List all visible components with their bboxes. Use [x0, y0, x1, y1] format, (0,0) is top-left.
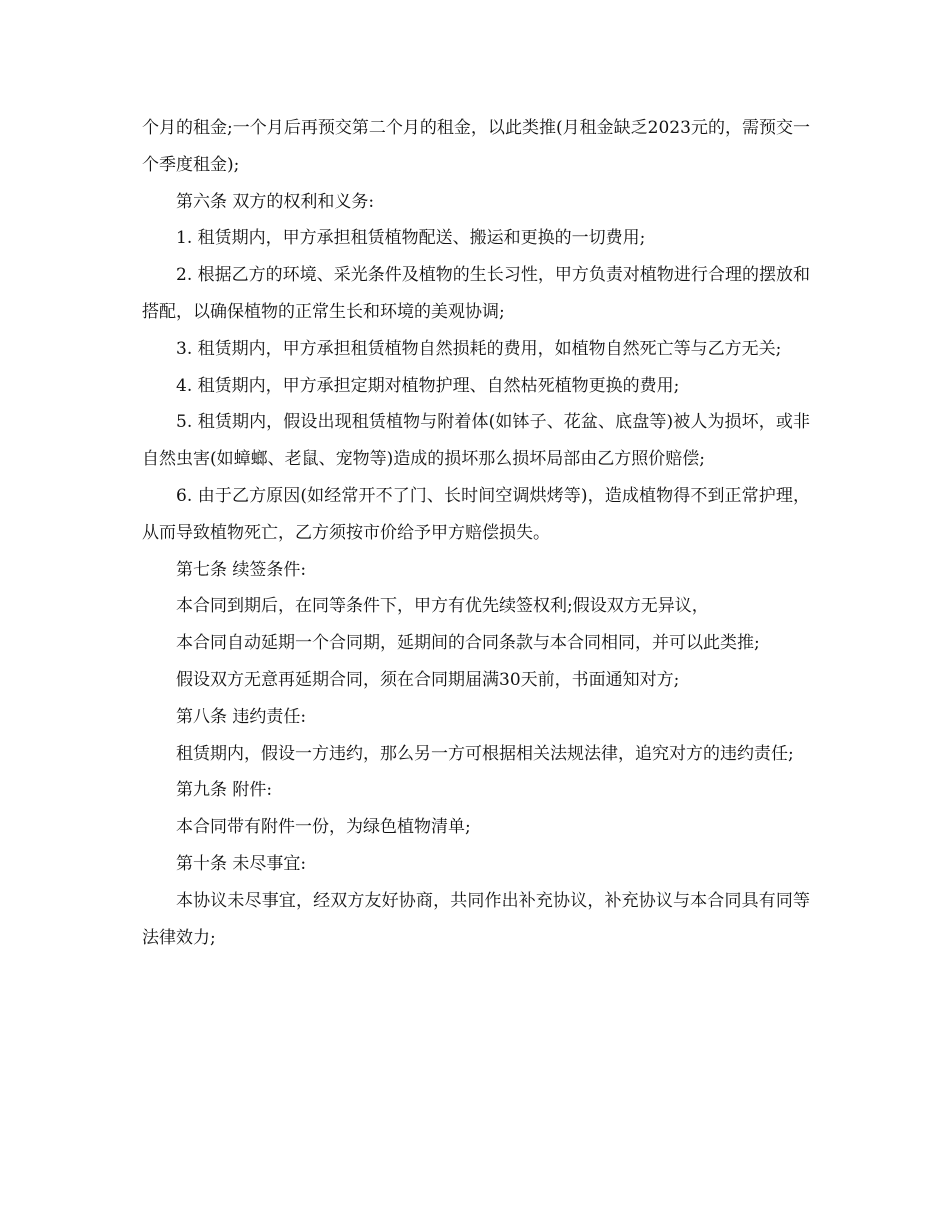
clause-6-3: 3. 租赁期内，甲方承担租赁植物自然损耗的费用，如植物自然死亡等与乙方无关;: [176, 338, 782, 359]
heading-article-6: 第六条 双方的权利和义务:: [176, 191, 375, 212]
clause-6-6: 6. 由于乙方原因(如经常开不了门、长时间空调烘烤等)，造成植物得不到正常护理，从而导致植物死亡，乙方须按市价给予甲方赔偿损失。: [142, 485, 810, 543]
paragraph-breach: 租赁期内，假设一方违约，那么另一方可根据相关法规法律，追究对方的违约责任;: [176, 743, 794, 764]
heading-article-9: 第九条 附件:: [176, 780, 273, 801]
paragraph-attachment: 本合同带有附件一份，为绿色植物清单;: [176, 817, 471, 838]
clause-6-1: 1. 租赁期内，甲方承担租赁植物配送、搬运和更换的一切费用;: [176, 228, 646, 249]
clause-6-4: 4. 租赁期内，甲方承担定期对植物护理、自然枯死植物更换的费用;: [176, 375, 680, 396]
document-body: [142, 110, 810, 956]
heading-article-8: 第八条 违约责任:: [176, 706, 307, 727]
clause-6-5: 5. 租赁期内，假设出现租赁植物与附着体(如钵子、花盆、底盘等)被人为损坏，或非自然虫害(如蟑螂、老鼠、宠物等)造成的损坏那么损坏局部由乙方照价赔偿;: [142, 412, 810, 470]
clause-6-2: 2. 根据乙方的环境、采光条件及植物的生长习性，甲方负责对植物进行合理的摆放和搭配，以确保植物的正常生长和环境的美观协调;: [142, 265, 810, 322]
paragraph-renewal-priority: 本合同到期后，在同等条件下，甲方有优先续签权利;假设双方无异议，: [176, 596, 709, 617]
paragraph-renewal-auto: 本合同自动延期一个合同期，延期间的合同条款与本合同相同，并可以此类推;: [176, 633, 760, 654]
heading-article-10: 第十条 未尽事宜:: [176, 853, 307, 874]
paragraph-supplementary: 本协议未尽事宜，经双方友好协商，共同作出补充协议，补充协议与本合同具有同等法律效力;: [142, 890, 810, 948]
heading-article-7: 第七条 续签条件:: [176, 559, 307, 580]
paragraph-rent-continued: 个月的租金;一个月后再预交第二个月的租金，以此类推(月租金缺乏2023元的，需预交一个季度租金);: [142, 118, 810, 175]
paragraph-renewal-notice: 假设双方无意再延期合同，须在合同期届满30天前，书面通知对方;: [176, 669, 680, 690]
